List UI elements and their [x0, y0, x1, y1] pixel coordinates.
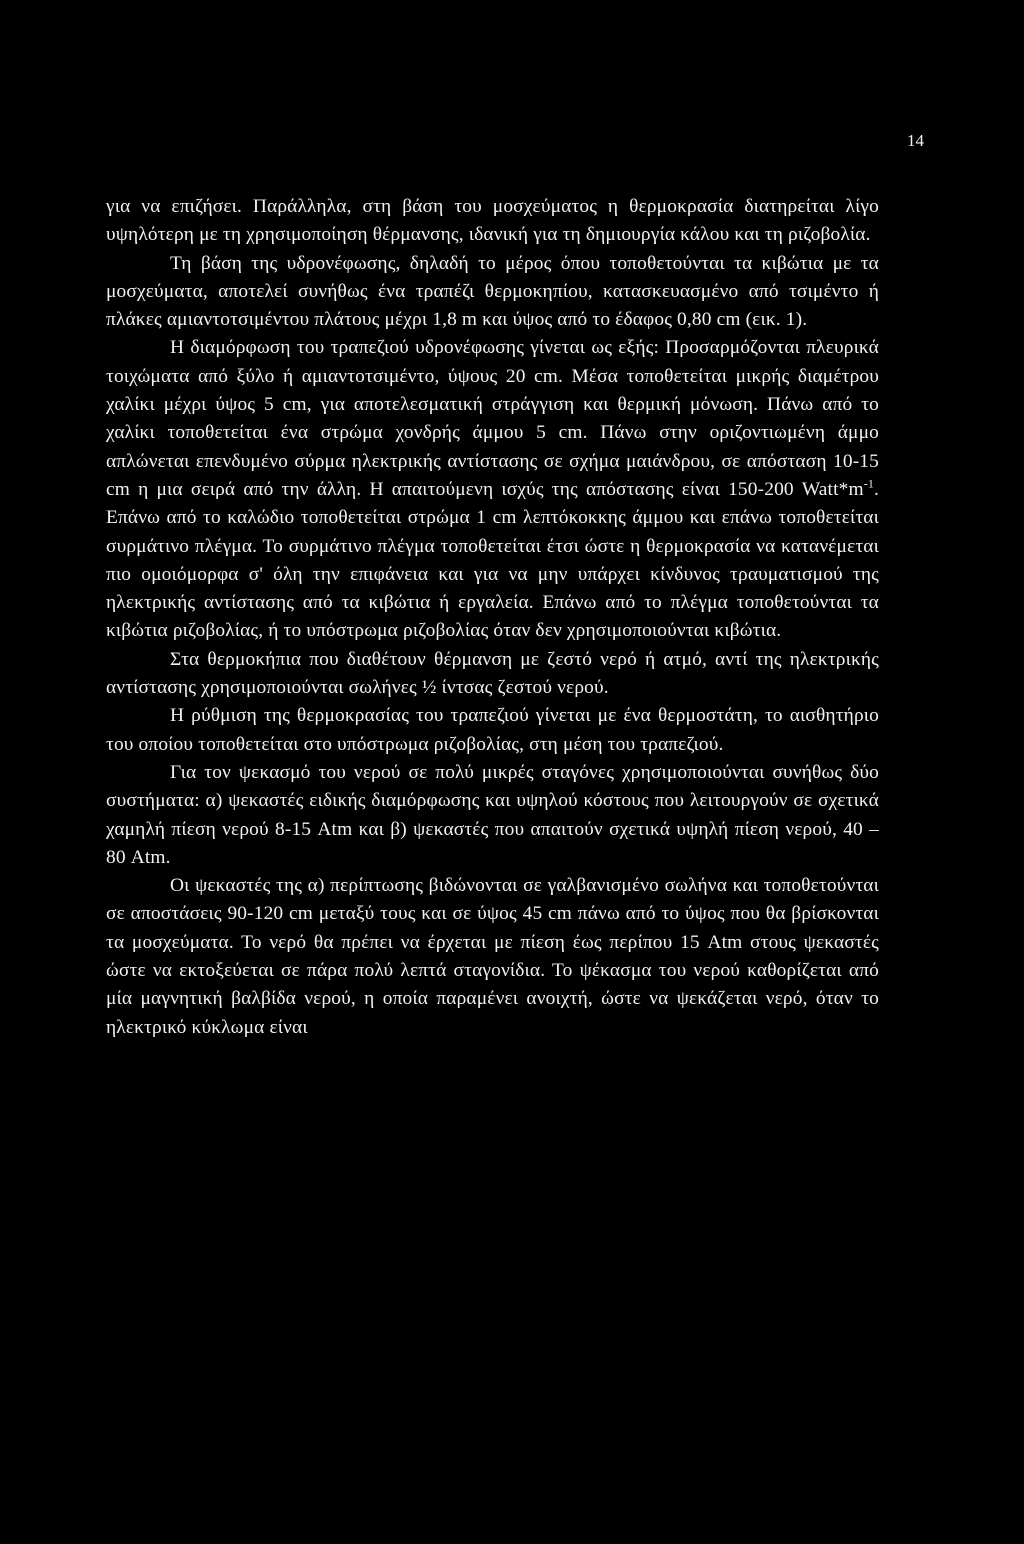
page-number: 14 [907, 131, 924, 150]
paragraph: Οι ψεκαστές της α) περίπτωσης βιδώνονται σε γαλβανισμένο σωλήνα και τοποθετούνται σε αποστάσεις 90-120 cm μεταξύ τους και σε ύψος 45 cm πάνω από το ύψος που θα βρίσκονται τα μοσχεύματα. Το νερό θα πρέπει να έρχεται με πίεση έως περίπου 15 Atm στους ψεκαστές ώστε να εκτοξεύεται σε πάρα πολύ λεπτά σταγονίδια. Το ψέκασμα του νερού καθορίζεται από μία μαγνητική βαλβίδα νερού, η οποία παραμένει ανοιχτή, ώστε να ψεκάζεται νερό, όταν το ηλεκτρικό κύκλωμα είναι [106, 875, 879, 1038]
superscript: -1 [863, 476, 874, 491]
paragraph [106, 334, 879, 645]
paragraph: για να επιζήσει. Παράλληλα, στη βάση του μοσχεύματος η θερμοκρασία διατηρείται λίγο υψηλότερη με τη χρησιμοποίηση θέρμανσης, ιδανική για τη δημιουργία κάλου και τη ριζοβολία. [106, 196, 879, 246]
paragraph-text: Η διαμόρφωση του τραπεζιού υδρονέφωσης γίνεται ως εξής: Προσαρμόζονται πλευρικά τοιχώματα από ξύλο ή αμιαντοτσιμέντο, ύψους 20 cm. Μέσα τοποθετείται μικρής διαμέτρου χαλίκι μέχρι ύψος 5 cm, για αποτελεσματική στράγγιση και θερμική μόνωση. Πάνω από το χαλίκι τοποθετείται ένα στρώμα χονδρής άμμου 5 cm. Πάνω στην οριζοντιωμένη άμμο απλώνεται επενδυμένο σύρμα ηλεκτρικής αντίστασης σε σχήμα μαιάνδρου, σε απόσταση 10-15 cm η μια σειρά από την άλλη. Η απαιτούμενη ισχύς της απόστασης είναι 150-200 Watt*m [106, 337, 879, 500]
body-text [106, 193, 879, 1042]
paragraph: Τη βάση της υδρονέφωσης, δηλαδή το μέρος όπου τοποθετούνται τα κιβώτια με τα μοσχεύματα, αποτελεί συνήθως ένα τραπέζι θερμοκηπίου, κατασκευασμένο από τσιμέντο ή πλάκες αμιαντοτσιμέντου πλάτους μέχρι 1,8 m και ύψος από το έδαφος 0,80 cm (εικ. 1). [106, 252, 879, 331]
paragraph: Για τον ψεκασμό του νερού σε πολύ μικρές σταγόνες χρησιμοποιούνται συνήθως δύο συστήματα: α) ψεκαστές ειδικής διαμόρφωσης και υψηλού κόστους που λειτουργούν σε σχετικά χαμηλή πίεση νερού 8-15 Atm και β) ψεκαστές που απαιτούν σχετικά υψηλή πίεση νερού, 40 –80 Atm. [106, 761, 879, 868]
paragraph: Στα θερμοκήπια που διαθέτουν θέρμανση με ζεστό νερό ή ατμό, αντί της ηλεκτρικής αντίστασης χρησιμοποιούνται σωλήνες ½ ίντσας ζεστού νερού. [106, 648, 879, 699]
paragraph-text: . Επάνω από το καλώδιο τοποθετείται στρώμα 1 cm λεπτόκοκκης άμμου και επάνω τοποθετείται συρμάτινο πλέγμα. Το συρμάτινο πλέγμα τοποθετείται έτσι ώστε η θερμοκρασία να κατανέμεται πιο ομοιόμορφα σ' όλη την επιφάνεια και για να μην υπάρχει κίνδυνος τραυματισμού της ηλεκτρικής αντίστασης από τα κιβώτια ή εργαλεία. Επάνω από το πλέγμα τοποθετούνται τα κιβώτια ριζοβολίας, ή το υπόστρωμα ριζοβολίας όταν δεν χρησιμοποιούνται κιβώτια. [106, 478, 879, 642]
paragraph: Η ρύθμιση της θερμοκρασίας του τραπεζιού γίνεται με ένα θερμοστάτη, το αισθητήριο του οποίου τοποθετείται στο υπόστρωμα ριζοβολίας, στη μέση του τραπεζιού. [106, 705, 879, 755]
